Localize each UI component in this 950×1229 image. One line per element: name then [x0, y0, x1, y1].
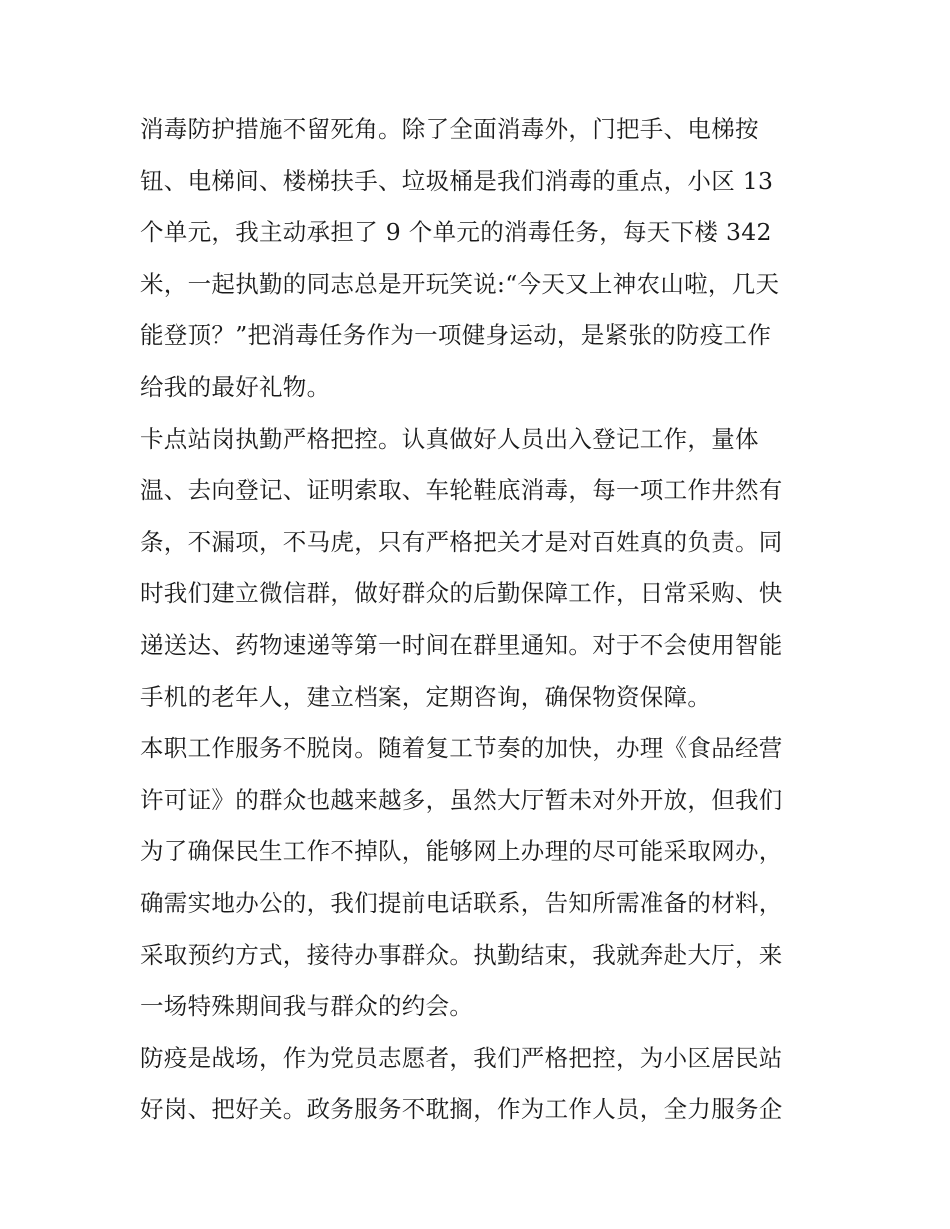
text-line: 温、去向登记、证明索取、车轮鞋底消毒，每一项工作井然有	[140, 476, 783, 505]
text-line: 采取预约方式，接待办事群众。执勤结束，我就奔赴大厅，来	[140, 940, 783, 969]
text-line: 好岗、把好关。政务服务不耽搁，作为工作人员，全力服务企	[140, 1095, 783, 1124]
text-line: 许可证》的群众也越来越多，虽然大厅暂未对外开放，但我们	[140, 785, 783, 814]
document-body	[140, 104, 820, 1136]
text-line: 递送达、药物速递等第一时间在群里通知。对于不会使用智能	[140, 630, 783, 659]
text-line: 确需实地办公的，我们提前电话联系，告知所需准备的材料，	[140, 888, 783, 917]
text-line: 一场特殊期间我与群众的约会。	[140, 992, 474, 1021]
text-line: 手机的老年人，建立档案，定期咨询，确保物资保障。	[140, 682, 712, 711]
text-line: 条，不漏项，不马虎，只有严格把关才是对百姓真的负责。同	[140, 527, 783, 556]
text-line: 为了确保民生工作不掉队，能够网上办理的尽可能采取网办，	[140, 837, 783, 866]
text-line: 能登顶？”把消毒任务作为一项健身运动，是紧张的防疫工作	[140, 321, 772, 350]
text-line: 消毒防护措施不留死角。除了全面消毒外，门把手、电梯按	[140, 115, 759, 143]
text-line: 米，一起执勤的同志总是开玩笑说:“今天又上神农山啦，几天	[140, 269, 780, 298]
text-line: 时我们建立微信群，做好群众的后勤保障工作，日常采购、快	[140, 579, 783, 608]
text-line: 钮、电梯间、楼梯扶手、垃圾桶是我们消毒的重点，小区 13	[140, 166, 774, 195]
text-line: 给我的最好礼物。	[140, 372, 331, 401]
text-line: 个单元，我主动承担了 9 个单元的消毒任务，每天下楼 342	[140, 218, 772, 247]
text-line: 本职工作服务不脱岗。随着复工节奏的加快，办理《食品经营	[140, 734, 783, 763]
text-line: 防疫是战场，作为党员志愿者，我们严格把控，为小区居民站	[140, 1043, 783, 1072]
text-line: 卡点站岗执勤严格把控。认真做好人员出入登记工作，量体	[140, 424, 759, 453]
